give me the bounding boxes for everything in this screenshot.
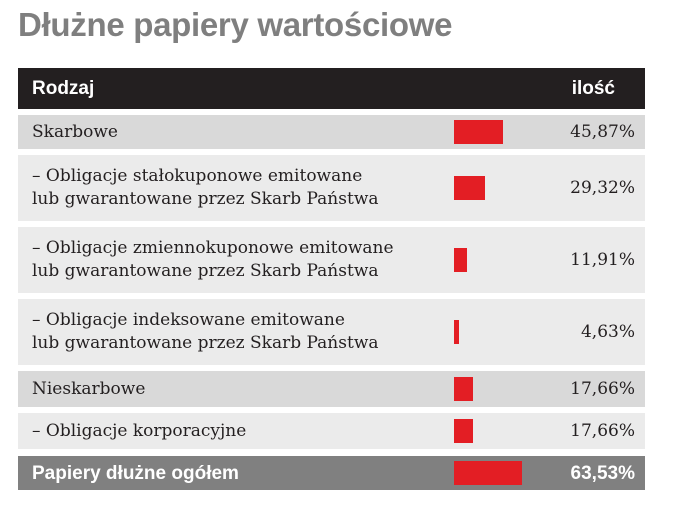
value-bar xyxy=(454,320,459,344)
row-label-line: lub gwarantowane przez Skarb Państwa xyxy=(32,333,379,353)
row-value: 45,87% xyxy=(570,122,635,142)
table-row xyxy=(18,299,645,365)
total-row xyxy=(18,456,645,490)
row-label xyxy=(32,378,435,401)
column-header-quantity: ilość xyxy=(571,78,615,99)
row-label-line: – Obligacje stałokuponowe emitowane xyxy=(32,166,363,186)
table-row xyxy=(18,371,645,407)
table-row xyxy=(18,115,645,149)
row-label-line: – Obligacje korporacyjne xyxy=(32,421,247,441)
row-label-line: Papiery dłużne ogółem xyxy=(32,463,239,484)
page-title: Dłużne papiery wartościowe xyxy=(18,6,453,43)
row-label xyxy=(32,237,435,283)
row-label-line: Nieskarbowe xyxy=(32,379,146,399)
row-value: 17,66% xyxy=(570,421,635,441)
row-label-line: Skarbowe xyxy=(32,122,118,142)
column-header-type: Rodzaj xyxy=(32,78,95,99)
row-label-line: – Obligacje indeksowane emitowane xyxy=(32,310,345,330)
row-label xyxy=(32,462,435,485)
row-label xyxy=(32,420,435,443)
row-value: 63,53% xyxy=(570,463,635,484)
row-value: 29,32% xyxy=(570,178,635,198)
value-bar xyxy=(454,176,485,200)
row-label-line: – Obligacje zmiennokuponowe emitowane xyxy=(32,238,394,258)
row-label-line: lub gwarantowane przez Skarb Państwa xyxy=(32,261,379,281)
table-body xyxy=(18,115,645,490)
value-bar xyxy=(454,419,473,443)
value-bar xyxy=(454,120,503,144)
table-row xyxy=(18,155,645,221)
value-bar xyxy=(454,377,473,401)
row-label xyxy=(32,309,435,355)
row-label xyxy=(32,121,435,144)
table-row xyxy=(18,227,645,293)
row-label xyxy=(32,165,435,211)
value-bar xyxy=(454,248,467,272)
row-value: 11,91% xyxy=(570,250,635,270)
row-value: 4,63% xyxy=(580,322,635,342)
debt-securities-table xyxy=(18,68,645,490)
table-header xyxy=(18,68,645,109)
value-bar xyxy=(454,461,522,485)
row-label-line: lub gwarantowane przez Skarb Państwa xyxy=(32,189,379,209)
row-value: 17,66% xyxy=(570,379,635,399)
table-row xyxy=(18,413,645,449)
